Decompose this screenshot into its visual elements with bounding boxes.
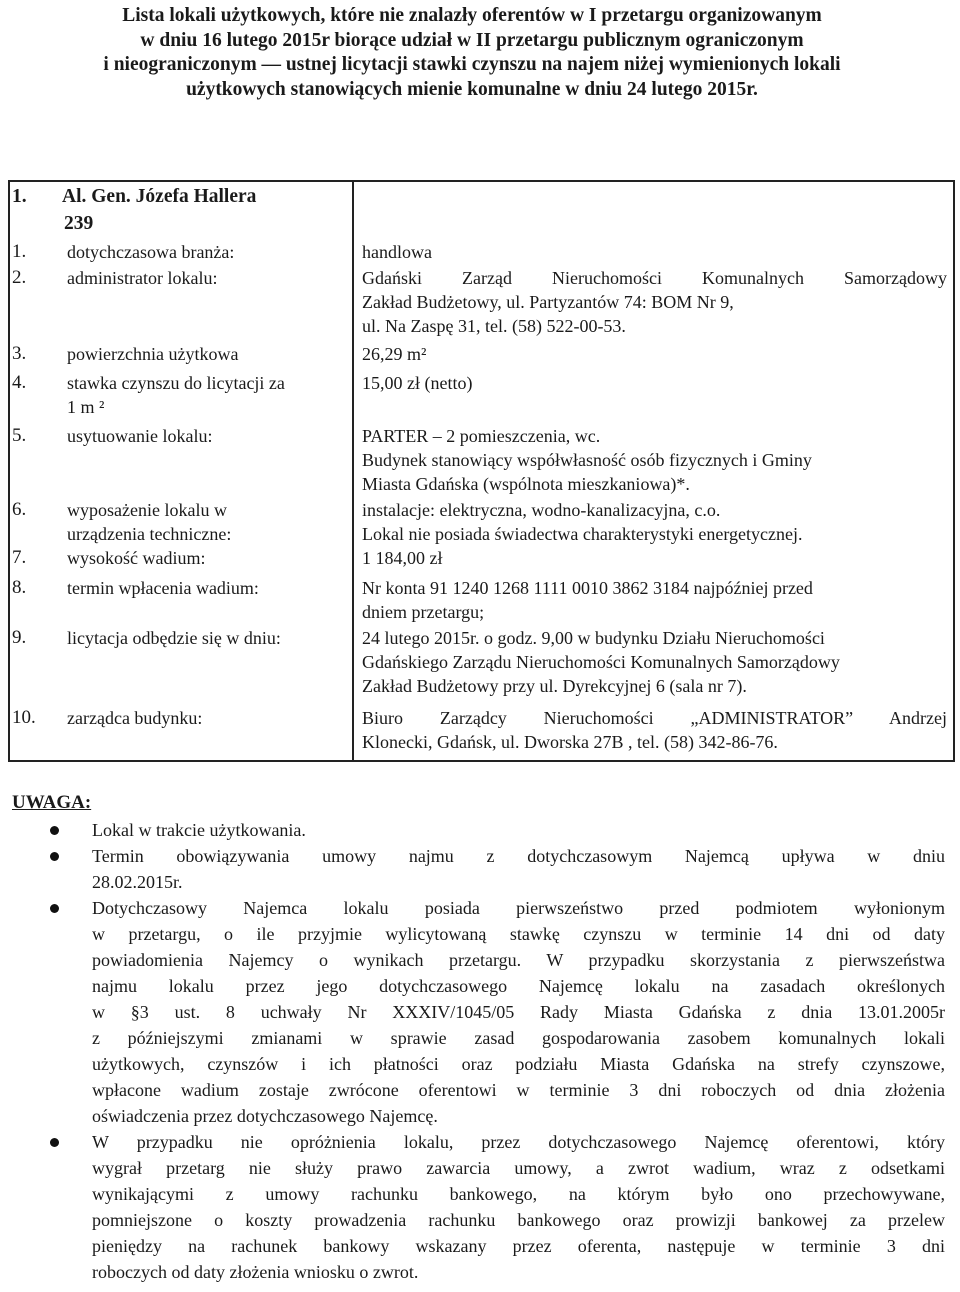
row-label-line: wysokość wadium:: [67, 548, 206, 568]
notice-item: [50, 1129, 945, 1285]
notice-line: w §3 ust. 8 uchwały Nr XXXIV/1045/05 Rady Miasta Gdańska z dnia 13.01.2005r: [92, 1002, 945, 1022]
notice-line: najmu lokalu przez jego dotychczasowego Najemcę lokalu na zasadach określonych: [92, 976, 945, 996]
row-number: 6.: [12, 499, 27, 520]
notice-item: [50, 895, 945, 1129]
row-number: 8.: [12, 577, 27, 598]
title-line: w dniu 16 lutego 2015r biorące udział w II przetargu publicznym ograniczonym: [140, 29, 804, 51]
row-value-line: Zakład Budżetowy, ul. Partyzantów 74: BOM Nr 9,: [362, 292, 734, 312]
row-value: [362, 424, 947, 496]
document-title: [22, 4, 922, 102]
row-label-line: administrator lokalu:: [67, 268, 218, 288]
notice-item: [50, 843, 945, 895]
notice-line: wynikającymi z umowy rachunku bankowego, na którym było ono przechowywane,: [92, 1184, 945, 1204]
row-label: [67, 240, 357, 264]
row-value-line: Miasta Gdańska (wspólnota mieszkaniowa)*.: [362, 474, 690, 494]
row-value: [362, 626, 947, 698]
row-number: 5.: [12, 425, 27, 446]
row-label-line: powierzchnia użytkowa: [67, 344, 239, 364]
row-label: [67, 498, 357, 546]
row-label-line: wyposażenie lokalu w: [67, 500, 227, 520]
row-label: [67, 576, 357, 600]
table-border-top: [8, 180, 955, 182]
table-border-right: [953, 180, 955, 762]
notice-list: [50, 817, 945, 1285]
row-label-line: termin wpłacenia wadium:: [67, 578, 259, 598]
notice-line: Termin obowiązywania umowy najmu z dotychczasowym Najemcą upływa w dniu: [92, 846, 945, 866]
row-value: [362, 546, 947, 570]
row-value-line: Zakład Budżetowy przy ul. Dyrekcyjnej 6 (sala nr 7).: [362, 676, 747, 696]
title-line: użytkowych stanowiących mienie komunalne w dniu 24 lutego 2015r.: [186, 78, 758, 100]
notice-line: roboczych od daty złożenia wniosku o zwrot.: [92, 1262, 419, 1282]
notice-line: wygrał przetarg nie służy prawo zawarcia umowy, a zwrot wadium, wraz z odsetkami: [92, 1158, 945, 1178]
row-value: [362, 576, 947, 624]
row-value-line: Budynek stanowiący współwłasność osób fizycznych i Gminy: [362, 450, 812, 470]
location-heading: [12, 186, 256, 208]
location-building-number: 239: [64, 213, 94, 234]
row-number: 1.: [12, 241, 27, 262]
bullet-icon: [50, 852, 59, 861]
row-value-line: 15,00 zł (netto): [362, 373, 473, 393]
row-value: [362, 706, 947, 754]
notice-line: oświadczenia przez dotychczasowego Najemcę.: [92, 1106, 438, 1126]
notice-heading: UWAGA:: [12, 792, 92, 813]
row-label-line: 1 m ²: [67, 397, 105, 417]
row-value-line: 24 lutego 2015r. o godz. 9,00 w budynku Działu Nieruchomości: [362, 628, 825, 648]
row-label-line: usytuowanie lokalu:: [67, 426, 213, 446]
notice-line: W przypadku nie opróżnienia lokalu, przez dotychczasowego Najemcę oferentowi, który: [92, 1132, 945, 1152]
row-value: [362, 266, 947, 338]
row-label-line: stawka czynszu do licytacji za: [67, 373, 285, 393]
table-border-left: [8, 180, 10, 762]
row-label: [67, 266, 357, 290]
row-value: [362, 240, 947, 264]
row-label: [67, 424, 357, 448]
notice-item: [50, 817, 945, 843]
table-border-bottom: [8, 760, 955, 762]
row-value-line: Nr konta 91 1240 1268 1111 0010 3862 3184 najpóźniej przed: [362, 578, 813, 598]
location-number: 1.: [12, 186, 27, 207]
title-line: Lista lokali użytkowych, które nie znalazły oferentów w I przetargu organizowanym: [122, 5, 822, 26]
notice-line: Dotychczasowy Najemca lokalu posiada pierwszeństwo przed podmiotem wyłonionym: [92, 898, 945, 918]
bullet-icon: [50, 904, 59, 913]
row-label: [67, 342, 357, 366]
bullet-icon: [50, 1138, 59, 1147]
row-number: 3.: [12, 343, 27, 364]
row-value-line: PARTER – 2 pomieszczenia, wc.: [362, 426, 601, 446]
row-label: [67, 626, 357, 650]
row-number: 2.: [12, 267, 27, 288]
notice-line: z późniejszymi zmianami w sprawie zasad gospodarowania zasobem komunalnych lokali: [92, 1028, 945, 1048]
row-number: 10.: [12, 707, 36, 728]
row-value-line: 26,29 m²: [362, 344, 427, 364]
row-value-line: Klonecki, Gdańsk, ul. Dworska 27B , tel. (58) 342-86-76.: [362, 732, 778, 752]
row-number: 9.: [12, 627, 27, 648]
row-value-line: Gdański Zarząd Nieruchomości Komunalnych Samorządowy: [362, 268, 947, 288]
row-label-line: dotychczasowa branża:: [67, 242, 235, 262]
row-label-line: zarządca budynku:: [67, 708, 203, 728]
row-value-line: Gdańskiego Zarządu Nieruchomości Komunalnych Samorządowy: [362, 652, 840, 672]
title-line: i nieograniczonym — ustnej licytacji stawki czynszu na najem niżej wymienionych lokali: [103, 54, 841, 75]
row-value: [362, 342, 947, 366]
row-label: [67, 706, 357, 730]
row-value-line: Biuro Zarządcy Nieruchomości „ADMINISTRATOR” Andrzej: [362, 708, 947, 728]
notice-line: Lokal w trakcie użytkowania.: [92, 820, 306, 840]
notice-line: powiadomienia Najemcy o wynikach przetargu. W przypadku skorzystania z pierwszeństwa: [92, 950, 945, 970]
notice-line: pieniędzy na rachunek bankowy wskazany przez oferenta, następuje w terminie 3 dni: [92, 1236, 945, 1256]
row-value-line: dniem przetargu;: [362, 602, 485, 622]
row-label: [67, 371, 357, 419]
row-label: [67, 546, 357, 570]
row-value-line: instalacje: elektryczna, wodno-kanalizacyjna, c.o.: [362, 500, 721, 520]
notice-line: wpłacone wadium zostaje zwrócone oferentowi w terminie 3 dni roboczych od dnia złożenia: [92, 1080, 945, 1100]
row-number: 4.: [12, 372, 27, 393]
row-value-line: handlowa: [362, 242, 432, 262]
row-value-line: Lokal nie posiada świadectwa charakterystyki energetycznej.: [362, 524, 803, 544]
notice-line: użytkowych, czynszów i ich płatności oraz podziału Miasta Gdańska na strefy czynszowe,: [92, 1054, 945, 1074]
notice-line: w przetargu, o ile przyjmie wylicytowaną stawkę czynszu w terminie 14 dni od daty: [92, 924, 945, 944]
row-number: 7.: [12, 547, 27, 568]
row-value-line: ul. Na Zaspę 31, tel. (58) 522-00-53.: [362, 316, 626, 336]
bullet-icon: [50, 826, 59, 835]
row-value: [362, 498, 947, 546]
notice-line: 28.02.2015r.: [92, 872, 183, 892]
row-value: [362, 371, 947, 395]
location-address: Al. Gen. Józefa Hallera: [62, 186, 257, 207]
row-label-line: licytacja odbędzie się w dniu:: [67, 628, 281, 648]
row-value-line: 1 184,00 zł: [362, 548, 443, 568]
notice-line: pomniejszone o koszty prowadzenia rachunku bankowego oraz prowizji bankowej za przelew: [92, 1210, 945, 1230]
row-label-line: urządzenia techniczne:: [67, 524, 232, 544]
